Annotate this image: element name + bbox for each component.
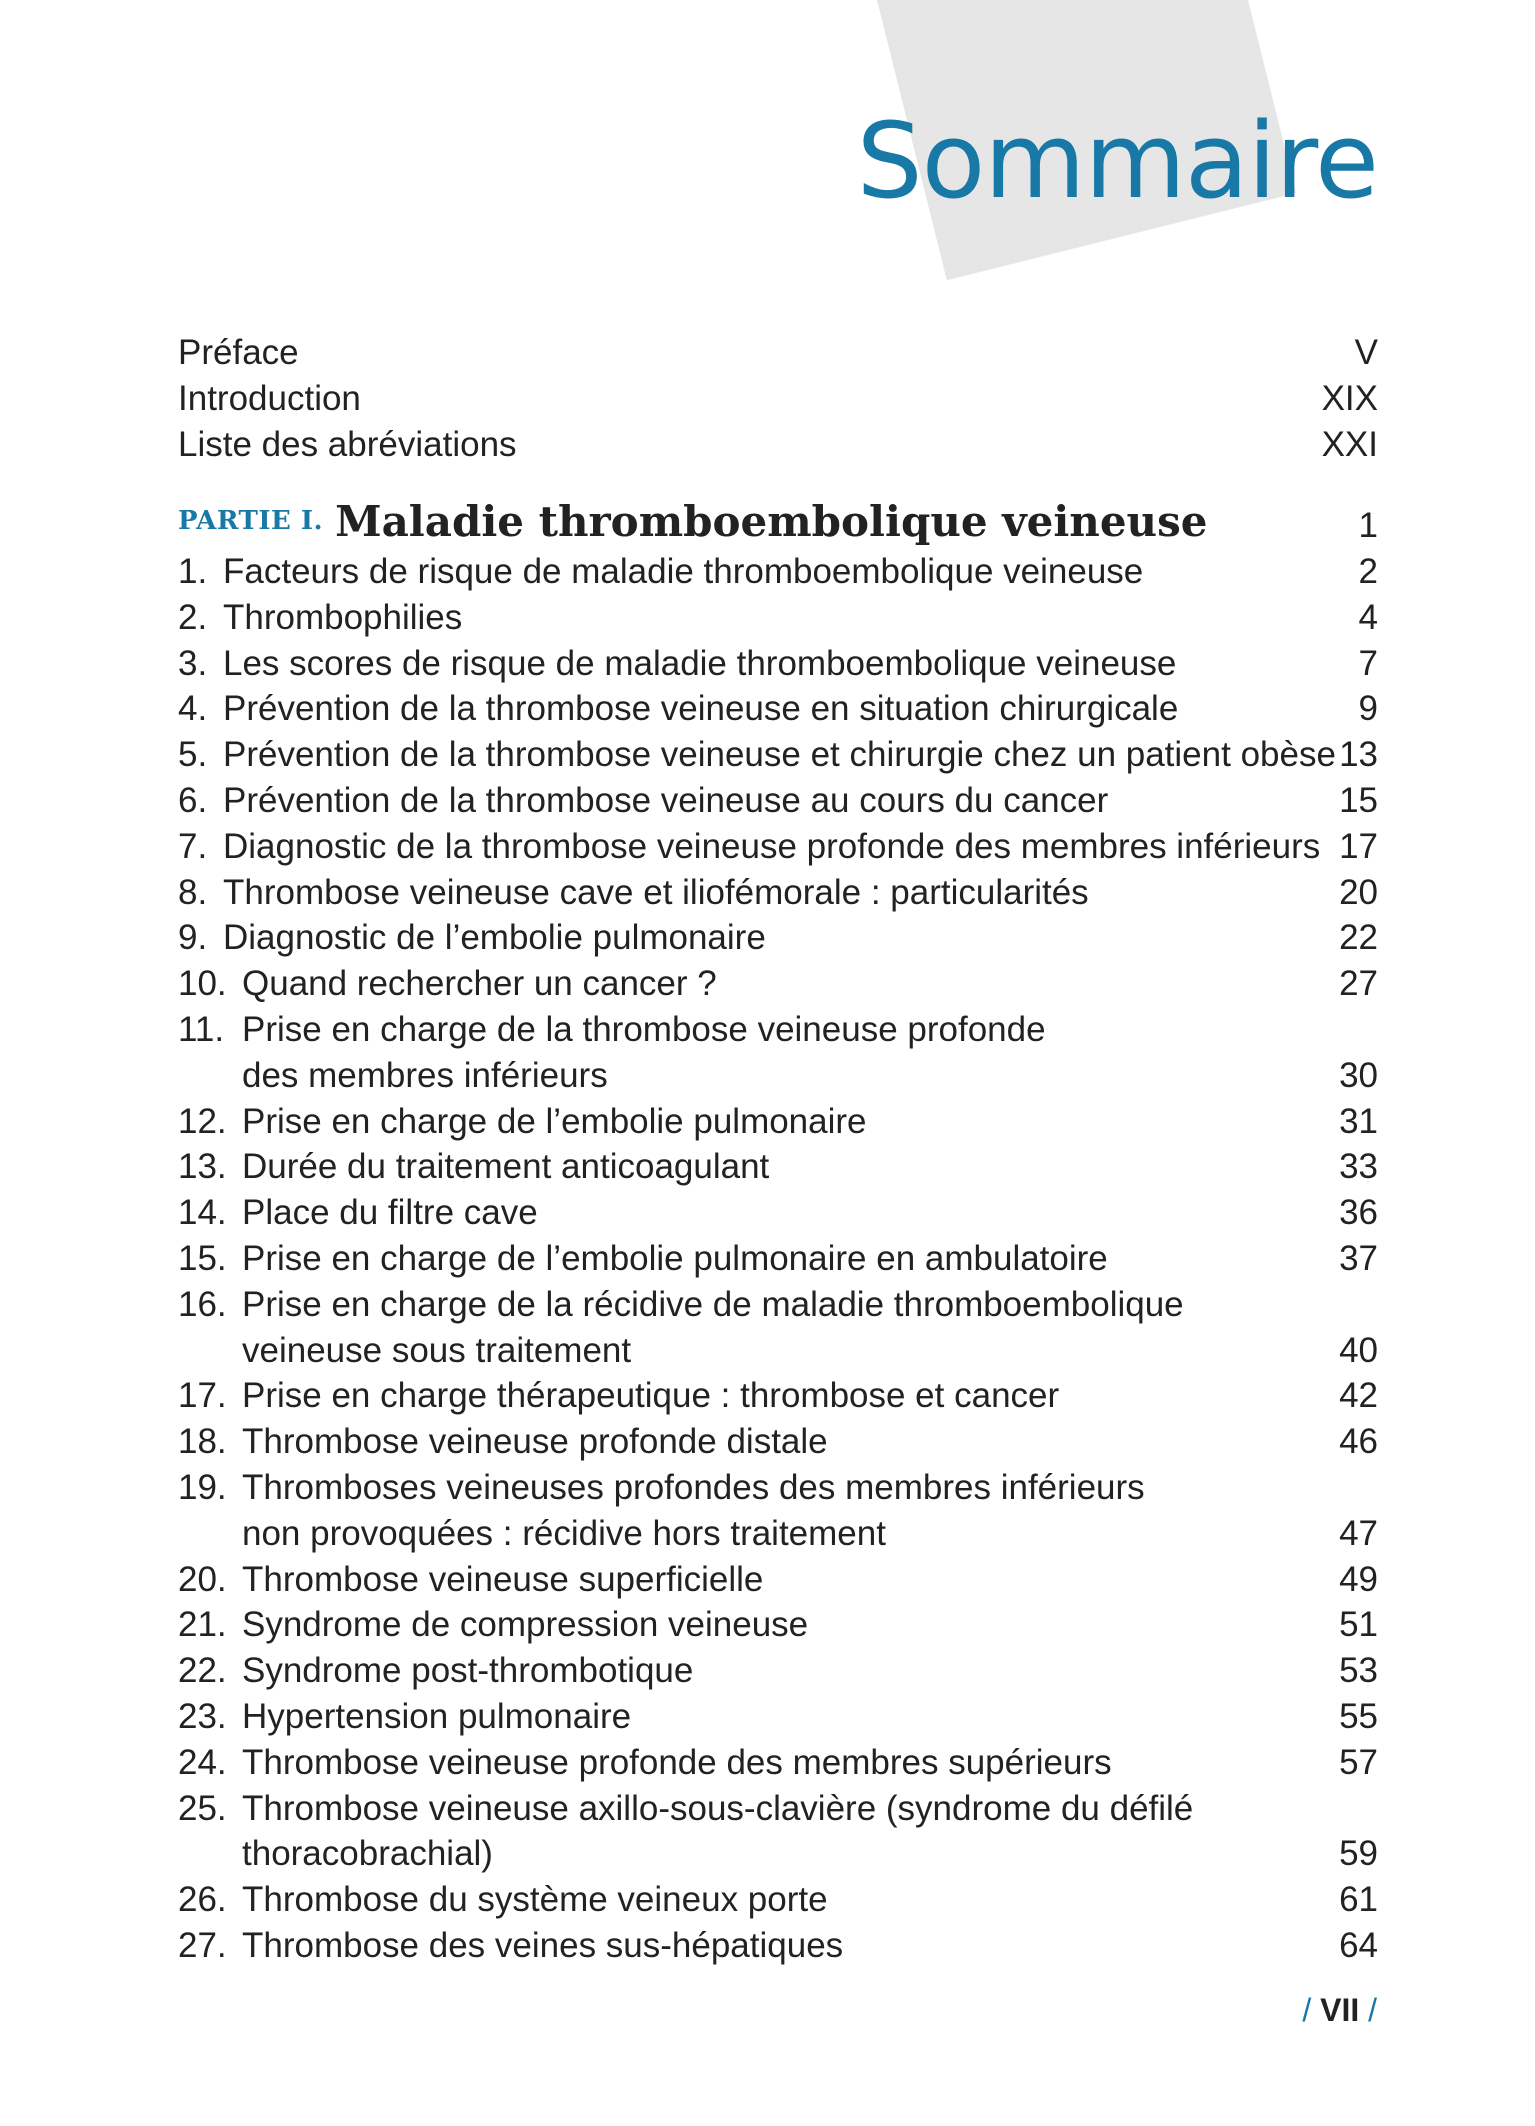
chapter-number: 10.	[178, 964, 227, 1004]
chapter-page: 9	[1358, 689, 1378, 729]
chapter-page: 7	[1358, 643, 1378, 683]
toc-row[interactable]	[178, 376, 1378, 422]
chapter-page: 13	[1339, 735, 1378, 775]
chapter-number: 15.	[178, 1238, 227, 1278]
chapter-page: 31	[1339, 1101, 1378, 1141]
chapter-title: Syndrome post-thrombotique	[242, 1651, 694, 1691]
chapter-title: Hypertension pulmonaire	[242, 1696, 632, 1736]
chapter-page: 47	[1339, 1513, 1378, 1553]
chapter-row[interactable]	[178, 1740, 1378, 1786]
folio-slash-left: /	[1302, 1992, 1312, 2028]
chapter-row[interactable]	[178, 1373, 1378, 1419]
chapter-row[interactable]	[178, 1557, 1378, 1603]
chapter-title: Prise en charge de l’embolie pulmonaire en ambulatoire	[242, 1238, 1108, 1278]
chapter-row[interactable]	[178, 1236, 1378, 1282]
chapter-title: Thrombose des veines sus-hépatiques	[242, 1925, 844, 1965]
chapter-number: 8.	[178, 872, 208, 912]
part-section	[178, 497, 1378, 1969]
chapter-title: non provoquées : récidive hors traitement	[242, 1513, 886, 1553]
chapter-page: 30	[1339, 1055, 1378, 1095]
chapter-page: 61	[1339, 1880, 1378, 1920]
chapter-row[interactable]	[178, 1786, 1378, 1832]
chapter-row[interactable]	[178, 1648, 1378, 1694]
chapter-page: 46	[1339, 1422, 1378, 1462]
chapter-number: 11.	[178, 1009, 225, 1049]
chapter-number: 23.	[178, 1696, 227, 1736]
chapter-page: 53	[1339, 1651, 1378, 1691]
chapter-number: 9.	[178, 918, 208, 958]
chapter-number: 2.	[178, 597, 208, 637]
chapter-page: 4	[1358, 597, 1378, 637]
chapter-page: 22	[1339, 918, 1378, 958]
chapter-title: Prise en charge de l’embolie pulmonaire	[242, 1101, 867, 1141]
chapter-title: Thrombophilies	[223, 597, 463, 637]
chapter-number: 4.	[178, 689, 208, 729]
chapter-title: Diagnostic de l’embolie pulmonaire	[223, 918, 766, 958]
chapter-page: 49	[1339, 1559, 1378, 1599]
chapter-row[interactable]	[178, 686, 1378, 732]
chapter-number: 24.	[178, 1742, 227, 1782]
chapter-number: 20.	[178, 1559, 227, 1599]
chapter-number: 14.	[178, 1193, 227, 1233]
chapter-page: 51	[1339, 1605, 1378, 1645]
chapter-number: 3.	[178, 643, 208, 683]
chapter-row[interactable]	[178, 1694, 1378, 1740]
chapter-number: 12.	[178, 1101, 227, 1141]
chapter-row[interactable]	[178, 915, 1378, 961]
chapter-row[interactable]	[178, 1465, 1378, 1511]
chapter-title: Prévention de la thrombose veineuse en situation chirurgicale	[223, 689, 1179, 729]
toc-row[interactable]	[178, 422, 1378, 468]
chapter-number: 19.	[178, 1467, 227, 1507]
chapter-title: Diagnostic de la thrombose veineuse profonde des membres inférieurs	[223, 826, 1321, 866]
chapter-page: 55	[1339, 1696, 1378, 1736]
toc-page: V	[1354, 333, 1378, 372]
toc-label: Introduction	[178, 378, 361, 418]
chapter-page: 57	[1339, 1742, 1378, 1782]
chapter-page: 15	[1339, 780, 1378, 820]
chapter-page: 36	[1339, 1193, 1378, 1233]
part-heading[interactable]	[178, 497, 1378, 549]
chapter-title: Durée du traitement anticoagulant	[242, 1147, 770, 1187]
chapter-title: Syndrome de compression veineuse	[242, 1605, 809, 1645]
chapter-title: thoracobrachial)	[242, 1834, 493, 1874]
toc-page: XIX	[1321, 378, 1378, 418]
chapter-title: Thrombose veineuse superficielle	[242, 1559, 764, 1599]
chapter-title: Facteurs de risque de maladie thromboembolique veineuse	[223, 552, 1144, 591]
part-title: Maladie thromboembolique veineuse	[335, 496, 1208, 546]
part-page: 1	[1358, 506, 1378, 545]
toc-label: Liste des abréviations	[178, 424, 517, 464]
chapter-row[interactable]	[178, 870, 1378, 916]
chapter-number: 27.	[178, 1925, 227, 1965]
chapter-number: 17.	[178, 1376, 227, 1416]
chapter-row[interactable]	[178, 1099, 1378, 1145]
chapter-list	[178, 549, 1378, 1969]
chapter-row[interactable]	[178, 778, 1378, 824]
chapter-title: Quand rechercher un cancer ?	[242, 964, 717, 1004]
chapter-row[interactable]	[178, 1923, 1378, 1969]
chapter-row-continuation[interactable]	[178, 1831, 1378, 1877]
chapter-title: Prévention de la thrombose veineuse au cours du cancer	[223, 780, 1109, 820]
chapter-title: Prise en charge de la thrombose veineuse profonde	[242, 1009, 1046, 1049]
chapter-row[interactable]	[178, 1602, 1378, 1648]
chapter-title: Prise en charge thérapeutique : thrombose et cancer	[242, 1376, 1060, 1416]
page-folio	[1302, 1992, 1377, 2029]
chapter-title: Thrombose veineuse cave et iliofémorale : particularités	[223, 872, 1089, 912]
chapter-title: veineuse sous traitement	[242, 1330, 632, 1370]
toc-label: Préface	[178, 333, 299, 372]
chapter-row[interactable]	[178, 1282, 1378, 1328]
chapter-page: 20	[1339, 872, 1378, 912]
chapter-number: 26.	[178, 1880, 227, 1920]
chapter-number: 1.	[178, 552, 208, 591]
chapter-row[interactable]	[178, 1877, 1378, 1923]
chapter-page: 40	[1339, 1330, 1378, 1370]
folio-page-number: VII	[1320, 1992, 1360, 2028]
chapter-page: 64	[1339, 1925, 1378, 1965]
chapter-title: Place du filtre cave	[242, 1193, 538, 1233]
chapter-row-continuation[interactable]	[178, 1328, 1378, 1374]
chapter-row[interactable]	[178, 732, 1378, 778]
chapter-row[interactable]	[178, 595, 1378, 641]
chapter-row[interactable]	[178, 824, 1378, 870]
chapter-page: 27	[1339, 964, 1378, 1004]
chapter-number: 5.	[178, 735, 208, 775]
chapter-row[interactable]	[178, 641, 1378, 687]
chapter-row[interactable]	[178, 1419, 1378, 1465]
chapter-page: 42	[1339, 1376, 1378, 1416]
chapter-number: 6.	[178, 780, 208, 820]
part-label: PARTIE I.	[178, 505, 324, 536]
chapter-row-continuation[interactable]	[178, 1511, 1378, 1557]
chapter-number: 25.	[178, 1788, 227, 1828]
page-title: Sommaire	[856, 100, 1378, 222]
chapter-row[interactable]	[178, 1190, 1378, 1236]
chapter-page: 37	[1339, 1238, 1378, 1278]
chapter-number: 16.	[178, 1284, 227, 1324]
chapter-number: 7.	[178, 826, 208, 866]
chapter-title: Prévention de la thrombose veineuse et chirurgie chez un patient obèse	[223, 735, 1336, 775]
chapter-title: Prise en charge de la récidive de maladie thromboembolique	[242, 1284, 1184, 1324]
chapter-title: Thrombose veineuse profonde des membres supérieurs	[242, 1742, 1112, 1782]
chapter-title: Les scores de risque de maladie thromboembolique veineuse	[223, 643, 1177, 683]
chapter-page: 2	[1358, 552, 1378, 591]
chapter-number: 21.	[178, 1605, 227, 1645]
chapter-row[interactable]	[178, 1144, 1378, 1190]
chapter-row[interactable]	[178, 961, 1378, 1007]
chapter-number: 13.	[178, 1147, 227, 1187]
chapter-title: Thromboses veineuses profondes des membres inférieurs	[242, 1467, 1145, 1507]
chapter-row[interactable]	[178, 549, 1378, 595]
chapter-title: Thrombose veineuse profonde distale	[242, 1422, 828, 1462]
front-matter-list	[178, 330, 1378, 467]
chapter-title: Thrombose veineuse axillo-sous-clavière (syndrome du défilé	[242, 1788, 1194, 1828]
chapter-page: 59	[1339, 1834, 1378, 1874]
chapter-number: 22.	[178, 1651, 227, 1691]
chapter-row[interactable]	[178, 1007, 1378, 1053]
chapter-title: des membres inférieurs	[242, 1055, 608, 1095]
chapter-number: 18.	[178, 1422, 227, 1462]
chapter-row-continuation[interactable]	[178, 1053, 1378, 1099]
toc-row[interactable]	[178, 330, 1378, 376]
chapter-title: Thrombose du système veineux porte	[242, 1880, 828, 1920]
toc-page: XXI	[1321, 424, 1378, 464]
chapter-page: 17	[1339, 826, 1378, 866]
folio-slash-right: /	[1368, 1992, 1377, 2028]
chapter-page: 33	[1339, 1147, 1378, 1187]
